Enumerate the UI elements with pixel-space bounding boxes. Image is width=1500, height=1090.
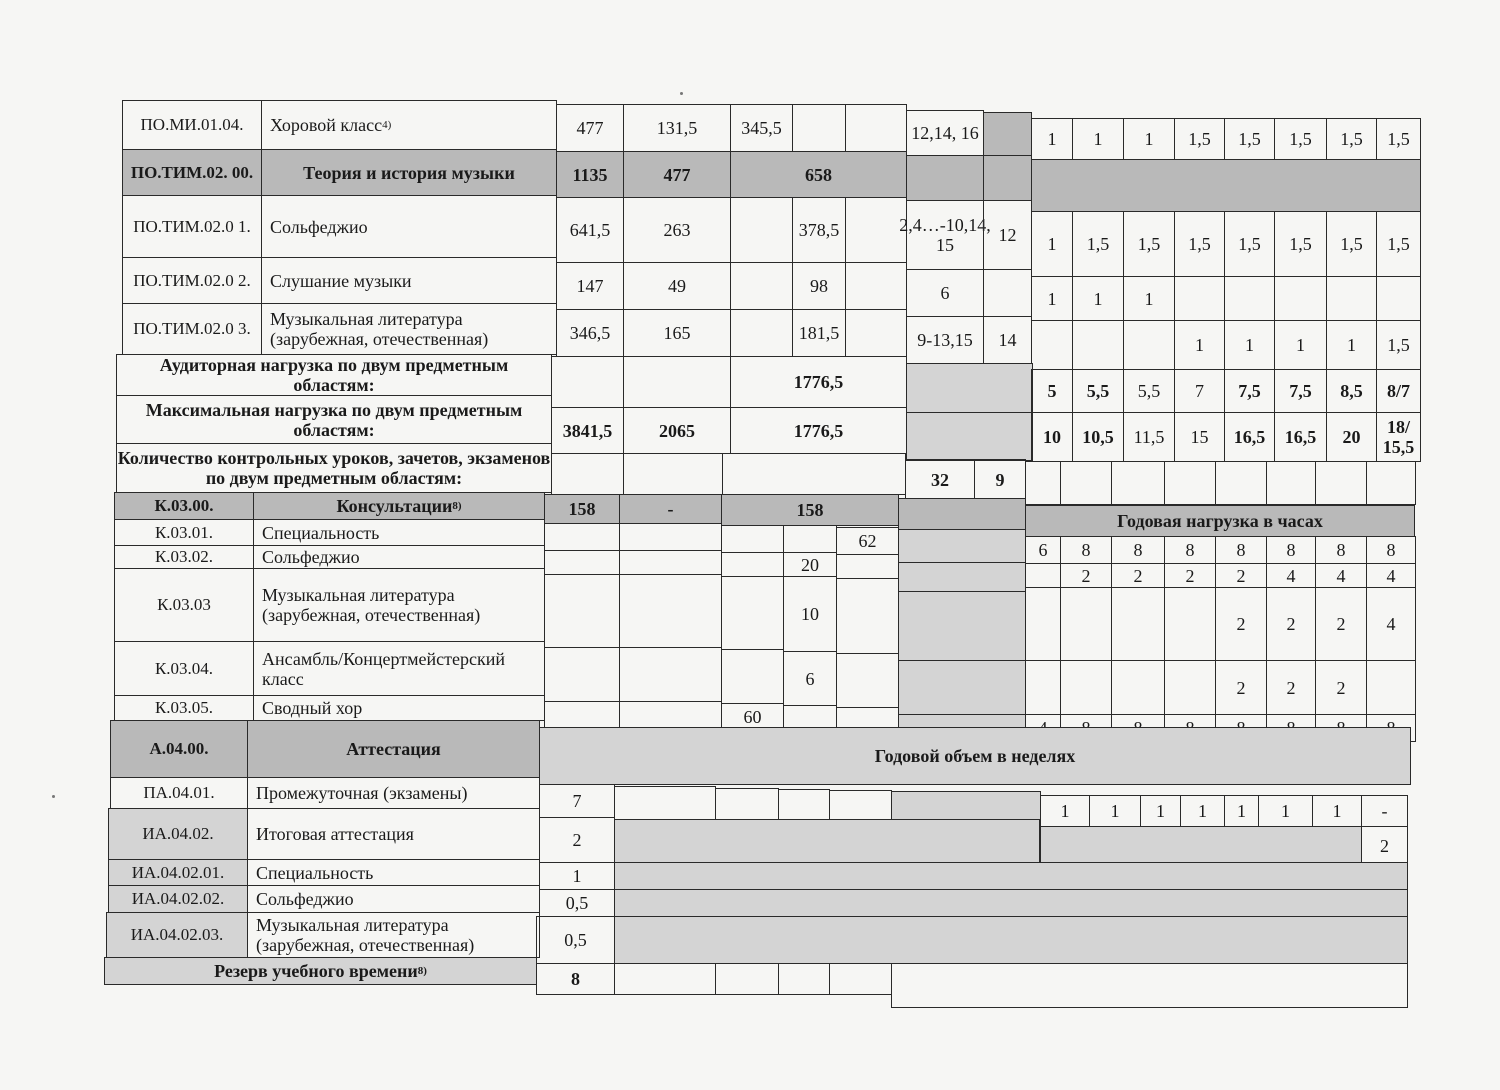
- row2-code: ПО.ТИМ.02. 00.: [122, 149, 262, 196]
- row19-code: ИА.04.02.02.: [108, 885, 248, 913]
- row18-code: ИА.04.02.01.: [108, 859, 248, 886]
- row7-max: 3841,5: [551, 407, 624, 454]
- row13-w1: [1025, 660, 1061, 715]
- row1-name: Хоровой класс 4): [261, 100, 557, 150]
- row10-name: Специальность: [253, 519, 545, 546]
- row12-a2: [721, 576, 784, 650]
- row12-self: [619, 574, 722, 648]
- row13-a4: [836, 653, 899, 708]
- row5-test: 14: [983, 316, 1032, 364]
- row7-w1: 10: [1031, 412, 1073, 462]
- row4-w1: 1: [1031, 276, 1073, 321]
- row17-max: 2: [539, 817, 615, 863]
- row3-exam: 2,4…-10,14, 15: [906, 200, 984, 270]
- row1-w6: 1,5: [1274, 118, 1327, 160]
- row3-self: 263: [623, 197, 731, 263]
- row3-w1: 1: [1031, 211, 1073, 277]
- row11-a3: 20: [783, 552, 837, 577]
- row12-w5: 2: [1215, 587, 1267, 661]
- row19-name: Сольфеджио: [247, 885, 540, 913]
- row10-w4: 8: [1164, 536, 1216, 564]
- row5-code: ПО.ТИМ.02.0 3.: [122, 303, 262, 355]
- row14-code: К.03.05.: [114, 695, 254, 721]
- row5-w8: 1,5: [1376, 320, 1421, 370]
- row4-max: 147: [556, 262, 624, 310]
- row16-a2: [715, 788, 779, 822]
- row6-w4: 7: [1174, 369, 1225, 413]
- row14-self: [619, 701, 722, 728]
- row5-a1: [730, 309, 793, 357]
- row21-a4: [829, 963, 892, 995]
- row1-exam: 12,14, 16: [906, 110, 984, 156]
- row17-weeks-shade: [1040, 826, 1362, 866]
- row8-w6: [1266, 461, 1316, 505]
- row12-exam-shade: [898, 591, 1026, 661]
- row17-code: ИА.04.02.: [108, 808, 248, 860]
- row12-a4: [836, 578, 899, 654]
- row3-name: Сольфеджио: [261, 195, 557, 258]
- row1-w1: 1: [1031, 118, 1073, 160]
- row4-a1: [730, 262, 793, 310]
- row1-a1: 345,5: [730, 104, 793, 152]
- row15-name: Аттестация: [247, 720, 540, 778]
- row4-w7: [1326, 276, 1377, 321]
- row10-w8: 8: [1366, 536, 1416, 564]
- row11-w2: 2: [1060, 563, 1112, 588]
- row10-exam-shade: [898, 529, 1026, 563]
- row1-w8: 1,5: [1376, 118, 1421, 160]
- row16-w6: 1: [1258, 795, 1313, 827]
- row5-w4: 1: [1174, 320, 1225, 370]
- row16-code: ПА.04.01.: [110, 777, 248, 809]
- row21-a3: [778, 963, 830, 995]
- row21-max: 8: [536, 963, 615, 995]
- row13-a2: [721, 649, 784, 704]
- row1-self: 131,5: [623, 104, 731, 152]
- row8-exam: 32: [905, 459, 975, 500]
- row13-max: [544, 647, 620, 702]
- row15-annual-header: Годовой объем в неделях: [539, 727, 1411, 785]
- row1-w5: 1,5: [1224, 118, 1275, 160]
- row13-w5: 2: [1215, 660, 1267, 715]
- row12-w8: 4: [1366, 587, 1416, 661]
- row13-w7: 2: [1315, 660, 1367, 715]
- row16-max: 7: [539, 784, 615, 818]
- row3-w7: 1,5: [1326, 211, 1377, 277]
- row14-max: [544, 701, 620, 728]
- row5-w6: 1: [1274, 320, 1327, 370]
- row12-a3: 10: [783, 576, 837, 652]
- row5-exam: 9-13,15: [906, 316, 984, 364]
- row5-w5: 1: [1224, 320, 1275, 370]
- row7-w8: 18/ 15,5: [1376, 412, 1421, 462]
- row10-a2: [721, 525, 784, 553]
- row8-self: [623, 453, 723, 495]
- row16-w2: 1: [1089, 795, 1141, 827]
- row13-name: Ансамбль/Концертмейстерский класс: [253, 641, 545, 696]
- row11-a2: [721, 552, 784, 577]
- row10-w5: 8: [1215, 536, 1267, 564]
- row5-name: Музыкальная литература (зарубежная, отечественная): [261, 303, 557, 355]
- row6-w3: 5,5: [1123, 369, 1175, 413]
- row12-w3: [1111, 587, 1165, 661]
- row3-max: 641,5: [556, 197, 624, 263]
- row10-w1: 6: [1025, 536, 1061, 564]
- row15-code: А.04.00.: [110, 720, 248, 778]
- row20-name: Музыкальная литература (зарубежная, отечественная): [247, 912, 540, 958]
- row13-w4: [1164, 660, 1216, 715]
- row11-w6: 4: [1266, 563, 1316, 588]
- row7-w3: 11,5: [1123, 412, 1175, 462]
- row7-w5: 16,5: [1224, 412, 1275, 462]
- row6-max: [551, 356, 624, 408]
- row20-code: ИА.04.02.03.: [106, 912, 248, 958]
- row16-a3: [778, 789, 830, 823]
- row2-exam: [906, 155, 984, 201]
- row7-aud: 1776,5: [730, 407, 907, 454]
- row10-max: [544, 523, 620, 551]
- row3-a4: [845, 197, 907, 263]
- row3-w8: 1,5: [1376, 211, 1421, 277]
- row13-code: К.03.04.: [114, 641, 254, 696]
- row7-w4: 15: [1174, 412, 1225, 462]
- row10-self: [619, 523, 722, 551]
- row8-label: Количество контрольных уроков, зачетов, экзаменов по двум предметным областям:: [116, 443, 552, 493]
- row10-w3: 8: [1111, 536, 1165, 564]
- row1-a2: [792, 104, 846, 152]
- row12-w1: [1025, 587, 1061, 661]
- row11-w5: 2: [1215, 563, 1267, 588]
- row7-label: Максимальная нагрузка по двум предметным областям:: [116, 395, 552, 444]
- row9-exam-shade: [898, 498, 1026, 530]
- row7-w7: 20: [1326, 412, 1377, 462]
- row4-self: 49: [623, 262, 731, 310]
- row10-code: К.03.01.: [114, 519, 254, 546]
- row3-code: ПО.ТИМ.02.0 1.: [122, 195, 262, 258]
- row9-annual-header: Годовая нагрузка в часах: [1025, 505, 1415, 537]
- row11-exam-shade: [898, 562, 1026, 592]
- row6-aud: 1776,5: [730, 356, 907, 408]
- row16-w1: 1: [1040, 795, 1090, 827]
- row16-w7: 1: [1312, 795, 1362, 827]
- scan-speck: [52, 795, 55, 798]
- row6-self: [623, 356, 731, 408]
- row12-code: К.03.03: [114, 568, 254, 642]
- row8-max: [551, 453, 624, 495]
- row5-max: 346,5: [556, 309, 624, 357]
- row8-aud: [722, 453, 906, 495]
- row5-w1: [1031, 320, 1073, 370]
- row12-w4: [1164, 587, 1216, 661]
- row18-rest-shade: [614, 862, 1408, 890]
- row8-w8: [1366, 461, 1416, 505]
- row8-w3: [1111, 461, 1165, 505]
- row14-name: Сводный хор: [253, 695, 545, 721]
- row11-w1: [1025, 563, 1061, 588]
- row1-a3: [845, 104, 907, 152]
- row4-w3: 1: [1123, 276, 1175, 321]
- row21-self: [614, 963, 716, 995]
- row12-name: Музыкальная литература (зарубежная, отечественная): [253, 568, 545, 642]
- row6-exam-shade: [906, 363, 1033, 413]
- row6-w7: 8,5: [1326, 369, 1377, 413]
- row16-w4: 1: [1180, 795, 1225, 827]
- row8-w2: [1060, 461, 1112, 505]
- row2-name: Теория и история музыки: [261, 149, 557, 196]
- row6-w8: 8/7: [1376, 369, 1421, 413]
- row3-test: 12: [983, 200, 1032, 270]
- row3-w5: 1,5: [1224, 211, 1275, 277]
- row11-w8: 4: [1366, 563, 1416, 588]
- row9-name: Консультации 8): [253, 492, 545, 520]
- row20-max: 0,5: [536, 916, 615, 964]
- row1-w3: 1: [1123, 118, 1175, 160]
- row11-code: К.03.02.: [114, 545, 254, 569]
- scan-speck: [680, 92, 683, 95]
- row11-name: Сольфеджио: [253, 545, 545, 569]
- row6-w1: 5: [1031, 369, 1073, 413]
- row5-w7: 1: [1326, 320, 1377, 370]
- row11-w4: 2: [1164, 563, 1216, 588]
- row12-w7: 2: [1315, 587, 1367, 661]
- row8-w7: [1315, 461, 1367, 505]
- row3-w6: 1,5: [1274, 211, 1327, 277]
- row11-w7: 4: [1315, 563, 1367, 588]
- row1-w2: 1: [1072, 118, 1124, 160]
- row6-w6: 7,5: [1274, 369, 1327, 413]
- row13-w2: [1060, 660, 1112, 715]
- row3-w4: 1,5: [1174, 211, 1225, 277]
- row11-a4: [836, 554, 899, 579]
- row3-w3: 1,5: [1123, 211, 1175, 277]
- row4-exam: 6: [906, 269, 984, 317]
- row1-w7: 1,5: [1326, 118, 1377, 160]
- row13-w6: 2: [1266, 660, 1316, 715]
- row5-w3: [1123, 320, 1175, 370]
- row6-label: Аудиторная нагрузка по двум предметным областям:: [116, 354, 552, 396]
- row21-label: Резерв учебного времени 8): [104, 957, 537, 985]
- row8-w4: [1164, 461, 1216, 505]
- row13-w3: [1111, 660, 1165, 715]
- row16-w8: -: [1361, 795, 1408, 827]
- row1-code: ПО.МИ.01.04.: [122, 100, 262, 150]
- row5-a4: [845, 309, 907, 357]
- row2-test: [983, 155, 1032, 201]
- row10-a4: 62: [836, 527, 899, 555]
- row10-w6: 8: [1266, 536, 1316, 564]
- row18-max: 1: [539, 862, 615, 890]
- row4-code: ПО.ТИМ.02.0 2.: [122, 257, 262, 304]
- row17-last: 2: [1361, 826, 1408, 866]
- row2-max: 1135: [556, 151, 624, 198]
- row18-name: Специальность: [247, 859, 540, 886]
- row11-w3: 2: [1111, 563, 1165, 588]
- row17-name: Итоговая аттестация: [247, 808, 540, 860]
- row5-self: 165: [623, 309, 731, 357]
- row5-w2: [1072, 320, 1124, 370]
- row10-w7: 8: [1315, 536, 1367, 564]
- row3-a3: 378,5: [792, 197, 846, 263]
- row11-self: [619, 550, 722, 575]
- row13-w8: [1366, 660, 1416, 715]
- row2-self: 477: [623, 151, 731, 198]
- row13-exam-shade: [898, 660, 1026, 715]
- row4-w2: 1: [1072, 276, 1124, 321]
- row16-name: Промежуточная (экзамены): [247, 777, 540, 809]
- row4-a3: 98: [792, 262, 846, 310]
- row4-w8: [1376, 276, 1421, 321]
- row19-rest-shade: [614, 889, 1408, 917]
- row8-test: 9: [974, 459, 1026, 500]
- row13-a3: 6: [783, 651, 837, 706]
- row6-w5: 7,5: [1224, 369, 1275, 413]
- row1-w4: 1,5: [1174, 118, 1225, 160]
- row4-w6: [1274, 276, 1327, 321]
- row1-max: 477: [556, 104, 624, 152]
- row13-self: [619, 647, 722, 702]
- row4-w4: [1174, 276, 1225, 321]
- row3-w2: 1,5: [1072, 211, 1124, 277]
- row7-w6: 16,5: [1274, 412, 1327, 462]
- row4-a4: [845, 262, 907, 310]
- row7-exam-shade: [906, 412, 1033, 461]
- row4-test: [983, 269, 1032, 317]
- row7-w2: 10,5: [1072, 412, 1124, 462]
- row12-max: [544, 574, 620, 648]
- row10-w2: 8: [1060, 536, 1112, 564]
- row4-w5: [1224, 276, 1275, 321]
- row17-mid-shade: [614, 819, 1040, 863]
- row9-self: -: [619, 494, 722, 524]
- row16-w5: 1: [1224, 795, 1259, 827]
- row9-max: 158: [544, 494, 620, 524]
- row20-rest-shade: [614, 916, 1408, 964]
- row9-code: К.03.00.: [114, 492, 254, 520]
- row8-w5: [1215, 461, 1267, 505]
- row8-w1: [1025, 461, 1061, 505]
- row14-a2: 60: [721, 703, 784, 730]
- row12-w6: 2: [1266, 587, 1316, 661]
- row2-aud: 658: [730, 151, 907, 198]
- row16-w3: 1: [1140, 795, 1181, 827]
- row4-name: Слушание музыки: [261, 257, 557, 304]
- row21-a2: [715, 963, 779, 995]
- row10-a3: [783, 525, 837, 553]
- row16-self: [614, 786, 716, 820]
- row6-w2: 5,5: [1072, 369, 1124, 413]
- row1-test: [983, 112, 1032, 156]
- row21-rest: [891, 963, 1408, 1008]
- row9-aud: 158: [721, 494, 899, 526]
- row5-a3: 181,5: [792, 309, 846, 357]
- row12-w2: [1060, 587, 1112, 661]
- row11-max: [544, 550, 620, 575]
- row19-max: 0,5: [539, 889, 615, 917]
- row3-a1: [730, 197, 793, 263]
- row7-self: 2065: [623, 407, 731, 454]
- row2-weeks-shade: [1031, 159, 1421, 212]
